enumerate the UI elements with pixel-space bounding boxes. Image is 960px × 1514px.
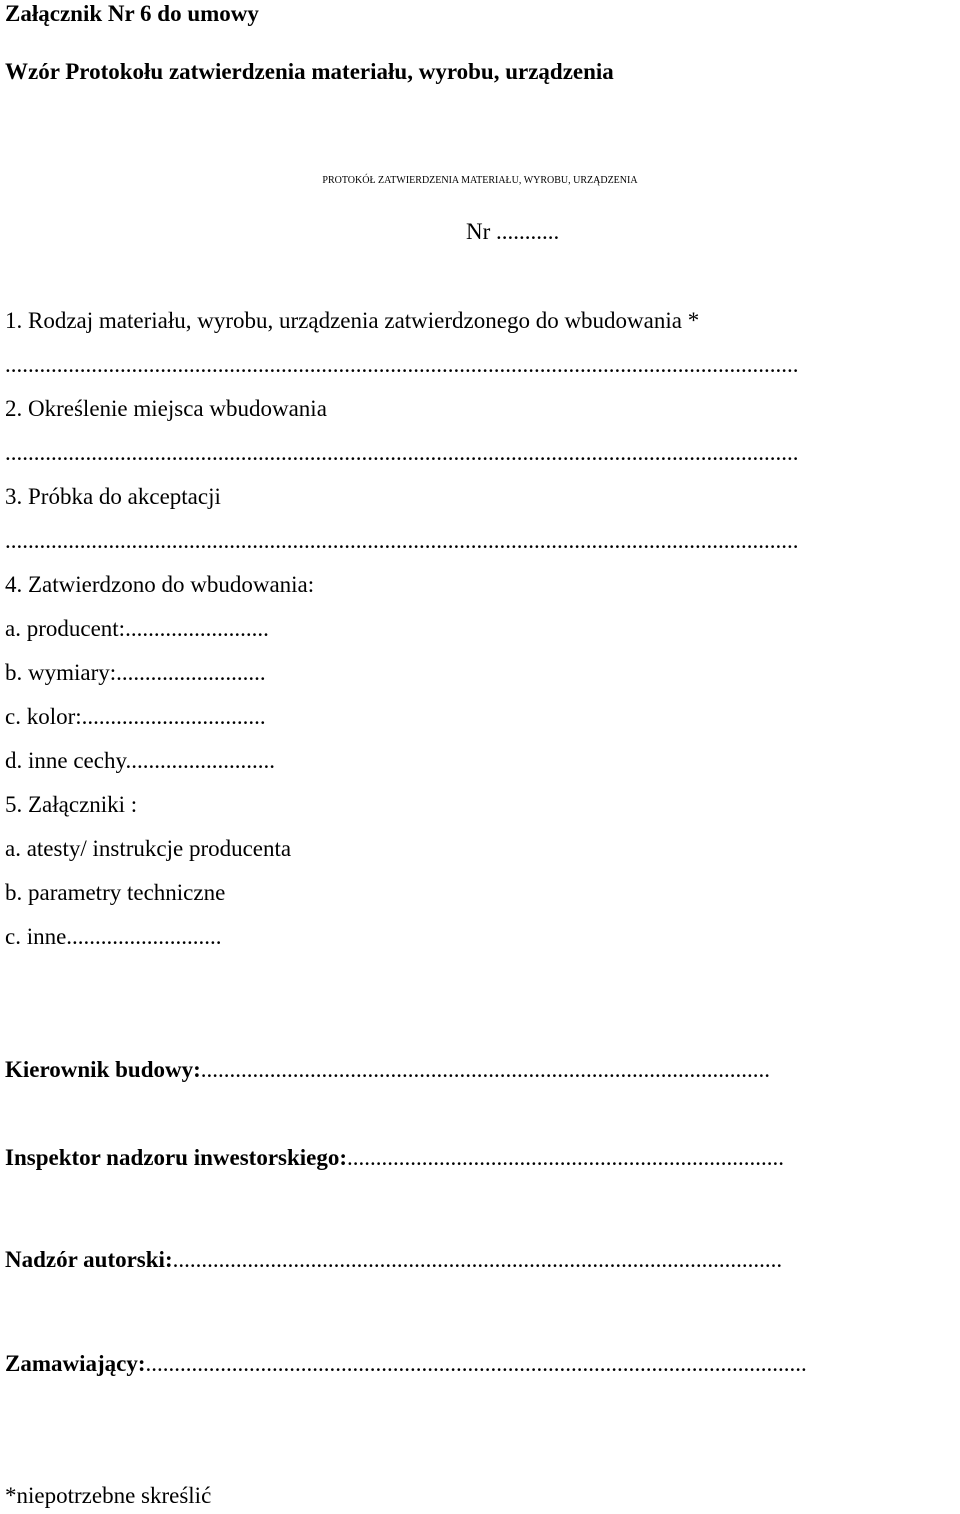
protocol-number: Nr ........... <box>466 219 560 244</box>
item-4d-other-features: d. inne cechy.......................... <box>5 748 275 773</box>
item-4b-dimensions: b. wymiary:.......................... <box>5 660 266 685</box>
item-3-fill-line: .......................................................................................................................................... <box>5 528 799 553</box>
inspector-label: Inspektor nadzoru inwestorskiego: <box>5 1145 348 1170</box>
item-4a-producer: a. producent:......................... <box>5 616 269 641</box>
author-supervision-signature <box>5 1248 782 1271</box>
item-5a-certificates: a. atesty/ instrukcje producenta <box>5 836 292 861</box>
inspector-fill: ............................................................................ <box>347 1145 785 1170</box>
item-3-label: 3. Próbka do akceptacji <box>5 484 221 509</box>
author-supervision-fill: .......................................................................................................... <box>172 1247 783 1272</box>
site-manager-fill: ................................................................................................... <box>200 1057 771 1082</box>
item-2-label: 2. Określenie miejsca wbudowania <box>5 396 327 421</box>
site-manager-label: Kierownik budowy: <box>5 1057 201 1082</box>
item-5c-other: c. inne........................... <box>5 924 222 949</box>
item-1-fill-line: .......................................................................................................................................... <box>5 352 799 377</box>
item-2-fill-line: .......................................................................................................................................... <box>5 440 799 465</box>
client-label: Zamawiający: <box>5 1351 146 1376</box>
client-fill: ................................................................................................................... <box>145 1351 807 1376</box>
item-5-label: 5. Załączniki : <box>5 792 138 817</box>
template-title: Wzór Protokołu zatwierdzenia materiału, wyrobu, urządzenia <box>5 59 614 84</box>
client-signature <box>5 1352 807 1375</box>
author-supervision-label: Nadzór autorski: <box>5 1247 173 1272</box>
protocol-title: PROTOKÓŁ ZATWIERDZENIA MATERIAŁU, WYROBU, URZĄDZENIA <box>322 175 638 186</box>
inspector-signature <box>5 1146 784 1169</box>
item-4c-color: c. kolor:................................ <box>5 704 266 729</box>
site-manager-signature <box>5 1058 770 1081</box>
attachment-label: Załącznik Nr 6 do umowy <box>5 1 259 26</box>
footnote: *niepotrzebne skreślić <box>5 1483 212 1508</box>
item-4-label: 4. Zatwierdzono do wbudowania: <box>5 572 315 597</box>
item-5b-technical-parameters: b. parametry techniczne <box>5 880 226 905</box>
item-1-label: 1. Rodzaj materiału, wyrobu, urządzenia zatwierdzonego do wbudowania * <box>5 308 700 333</box>
